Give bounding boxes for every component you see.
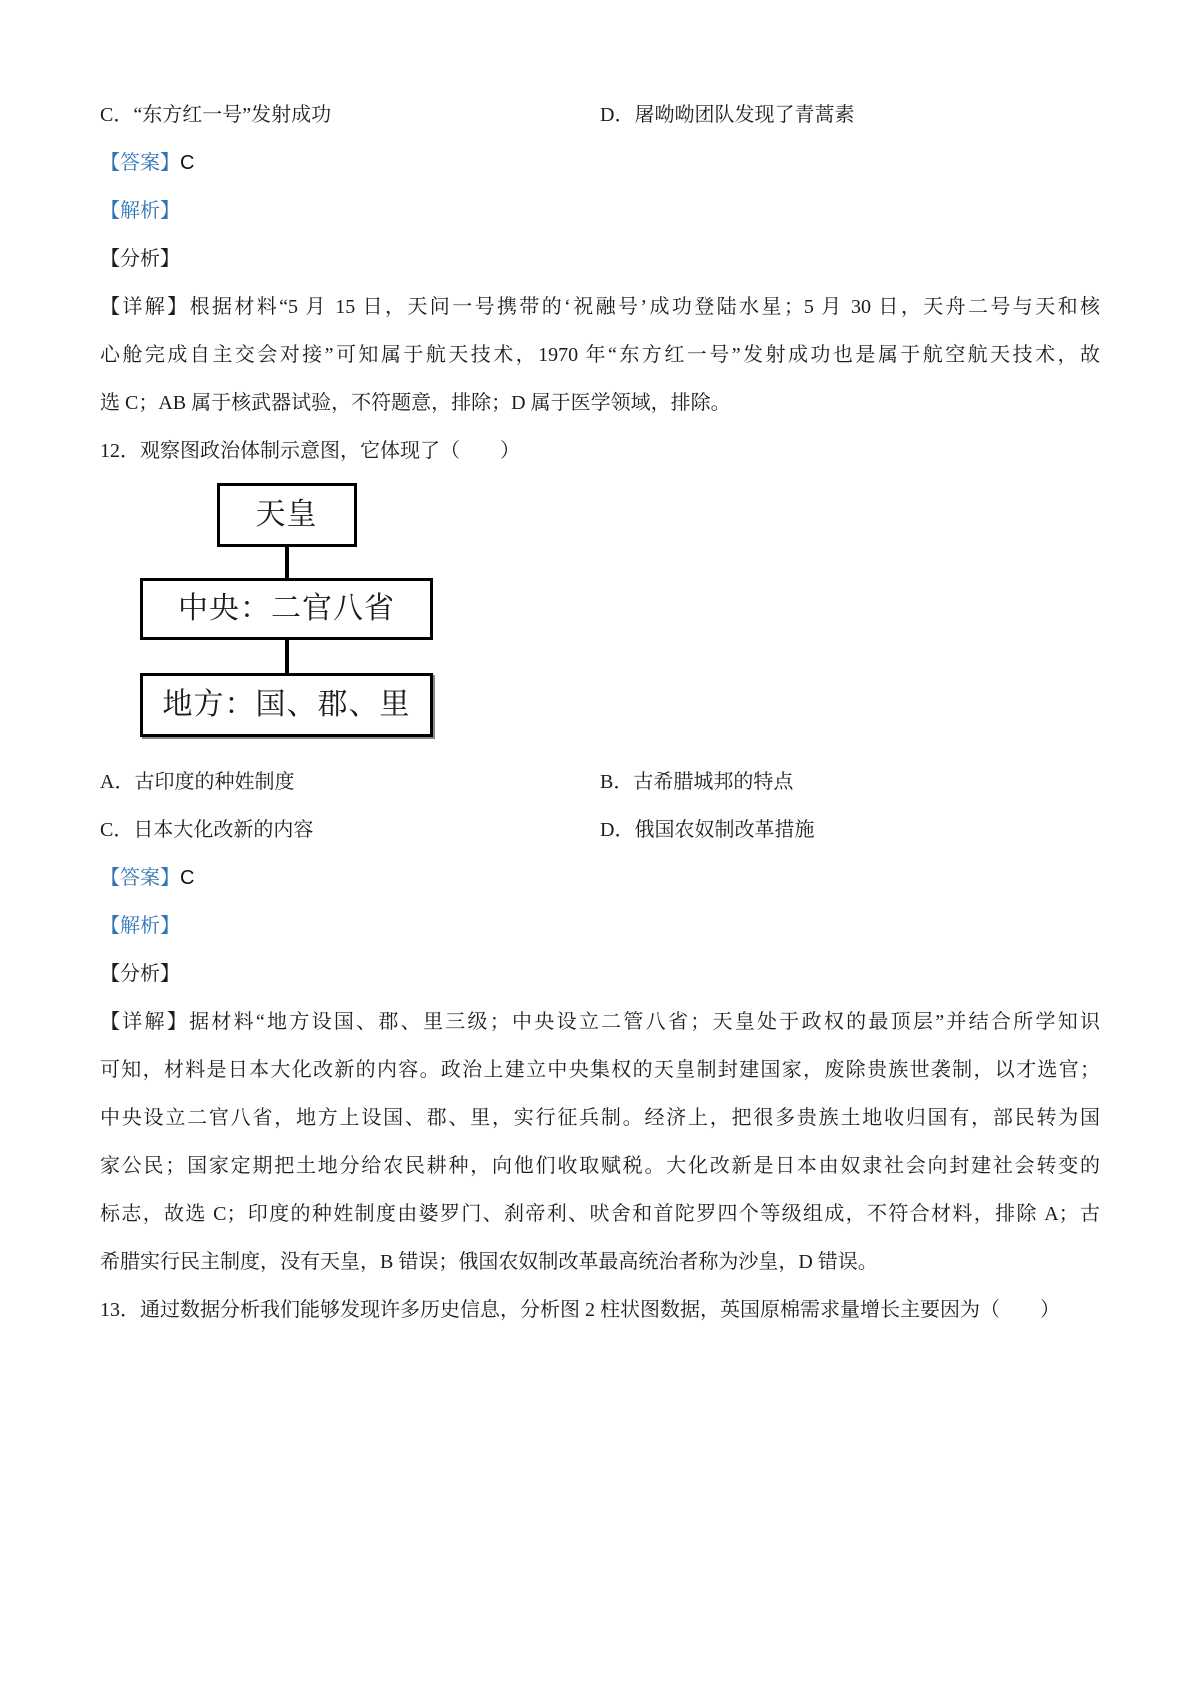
q12-detail-paragraph xyxy=(100,998,1100,1286)
political-structure-diagram xyxy=(140,483,433,737)
paragraph-line: 【详解】据材料“地方设国、郡、里三级；中央设立二管八省；天皇处于政权的最顶层”并结合所学知识 xyxy=(100,1011,1100,1033)
q12-option-d: D．俄国农奴制改革措施 xyxy=(600,819,815,841)
q12-option-c: C．日本大化改新的内容 xyxy=(100,819,314,841)
paragraph-line: 可知，材料是日本大化改新的内容。政治上建立中央集权的天皇制封建国家，废除贵族世袭制，以才选官； xyxy=(100,1059,1100,1081)
q12-stem: 12．观察图政治体制示意图，它体现了（ ） xyxy=(100,440,520,462)
q13-stem: 13．通过数据分析我们能够发现许多历史信息，分析图 2 柱状图数据，英国原棉需求量增长主要因为（ ） xyxy=(100,1299,1060,1321)
paragraph-line: 标志，故选 C；印度的种姓制度由婆罗门、刹帝利、吠舍和首陀罗四个等级组成，不符合材料，排除 A；古 xyxy=(100,1203,1100,1225)
q11-options-row-cd xyxy=(100,91,1100,139)
q12-answer-row xyxy=(100,854,1100,902)
q11-fenxi-label: 【分析】 xyxy=(100,248,180,270)
q11-jiexi-label: 【解析】 xyxy=(100,200,180,222)
diagram-connector-line xyxy=(285,640,289,673)
diagram-node-local: 地方：国、郡、里 xyxy=(140,673,433,737)
paragraph-line: 心舱完成自主交会对接”可知属于航天技术，1970 年“东方红一号”发射成功也是属于航空航天技术，故 xyxy=(100,344,1100,366)
diagram-connector-line xyxy=(285,547,289,578)
q11-answer-row xyxy=(100,139,1100,187)
q11-answer-label: 【答案】 xyxy=(100,152,180,174)
diagram-node-central: 中央：二官八省 xyxy=(140,578,433,640)
q12-jiexi-row xyxy=(100,902,1100,950)
q11-jiexi-row xyxy=(100,187,1100,235)
q12-answer-label: 【答案】 xyxy=(100,867,180,889)
q12-fenxi-row xyxy=(100,950,1100,998)
paragraph-line: 选 C；AB 属于核武器试验，不符题意，排除；D 属于医学领域，排除。 xyxy=(100,392,731,414)
q11-answer-value: C xyxy=(180,152,195,174)
q12-fenxi-label: 【分析】 xyxy=(100,963,180,985)
q11-option-d: D．屠呦呦团队发现了青蒿素 xyxy=(600,104,855,126)
paragraph-line: 希腊实行民主制度，没有天皇，B 错误；俄国农奴制改革最高统治者称为沙皇，D 错误。 xyxy=(100,1251,878,1273)
q12-option-a: A．古印度的种姓制度 xyxy=(100,771,295,793)
q12-answer-value: C xyxy=(180,867,195,889)
q12-option-b: B．古希腊城邦的特点 xyxy=(600,771,794,793)
q11-option-c: C．“东方红一号”发射成功 xyxy=(100,104,332,126)
q11-detail-paragraph xyxy=(100,283,1100,427)
q12-jiexi-label: 【解析】 xyxy=(100,915,180,937)
diagram-node-emperor: 天皇 xyxy=(217,483,357,547)
paragraph-line: 【详解】根据材料“5 月 15 日，天问一号携带的‘祝融号’成功登陆水星；5 月 30 日，天舟二号与天和核 xyxy=(100,296,1100,318)
q12-options-row-ab xyxy=(100,758,1100,806)
paragraph-line: 家公民；国家定期把土地分给农民耕种，向他们收取赋税。大化改新是日本由奴隶社会向封建社会转变的 xyxy=(100,1155,1100,1177)
paragraph-line: 中央设立二官八省，地方上设国、郡、里，实行征兵制。经济上，把很多贵族土地收归国有，部民转为国 xyxy=(100,1107,1100,1129)
q12-options-row-cd xyxy=(100,806,1100,854)
q11-fenxi-row xyxy=(100,235,1100,283)
